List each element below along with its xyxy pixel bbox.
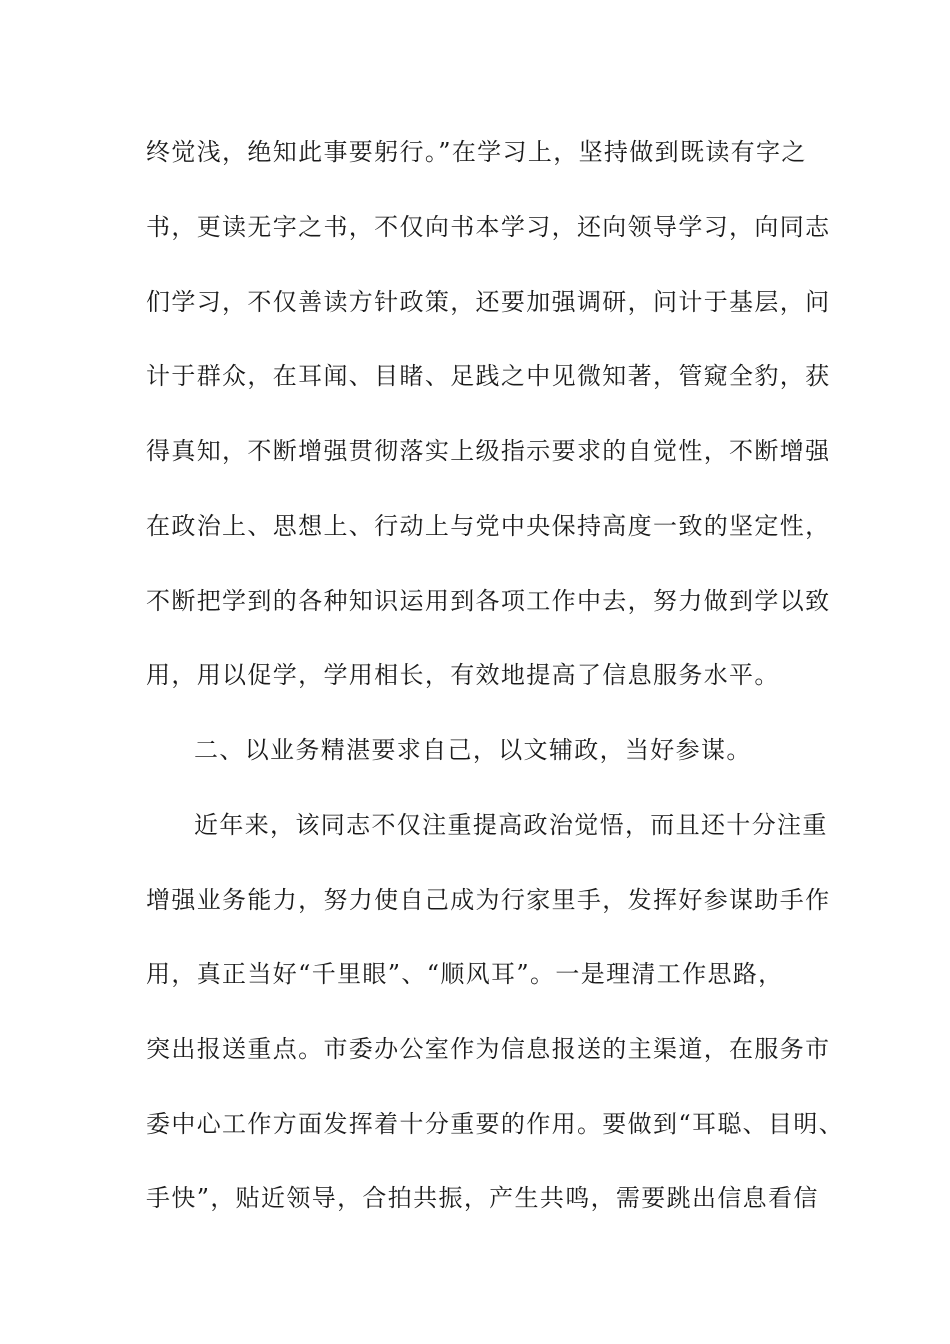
text-line: 不断把学到的各种知识运用到各项工作中去，努力做到学以致 (146, 587, 831, 615)
text-line: 计于群众，在耳闻、目睹、足践之中见微知著，管窥全豹，获 (146, 362, 831, 390)
text-line: 得真知，不断增强贯彻落实上级指示要求的自觉性，不断增强 (146, 437, 831, 465)
text-line: 用，真正当好“千里眼”、“顺风耳”。一是理清工作思路， (146, 960, 784, 988)
text-line: 终觉浅，绝知此事要躬行。”在学习上，坚持做到既读有字之 (146, 138, 807, 166)
text-line: 突出报送重点。市委办公室作为信息报送的主渠道，在服务市 (146, 1035, 831, 1063)
paragraph-first-line: 近年来，该同志不仅注重提高政治觉悟，而且还十分注重 (194, 811, 828, 839)
text-line: 们学习，不仅善读方针政策，还要加强调研，问计于基层，问 (146, 288, 831, 316)
section-heading: 二、以业务精湛要求自己，以文辅政，当好参谋。 (194, 736, 752, 764)
text-line: 委中心工作方面发挥着十分重要的作用。要做到“耳聪、目明、 (146, 1110, 845, 1138)
text-line: 在政治上、思想上、行动上与党中央保持高度一致的坚定性， (146, 512, 831, 540)
text-line: 用，用以促学，学用相长，有效地提高了信息服务水平。 (146, 661, 780, 689)
text-line: 增强业务能力，努力使自己成为行家里手，发挥好参谋助手作 (146, 886, 831, 914)
text-line: 手快”，贴近领导，合拍共振，产生共鸣，需要跳出信息看信 (146, 1184, 819, 1212)
text-line: 书，更读无字之书，不仅向书本学习，还向领导学习，向同志 (146, 213, 831, 241)
